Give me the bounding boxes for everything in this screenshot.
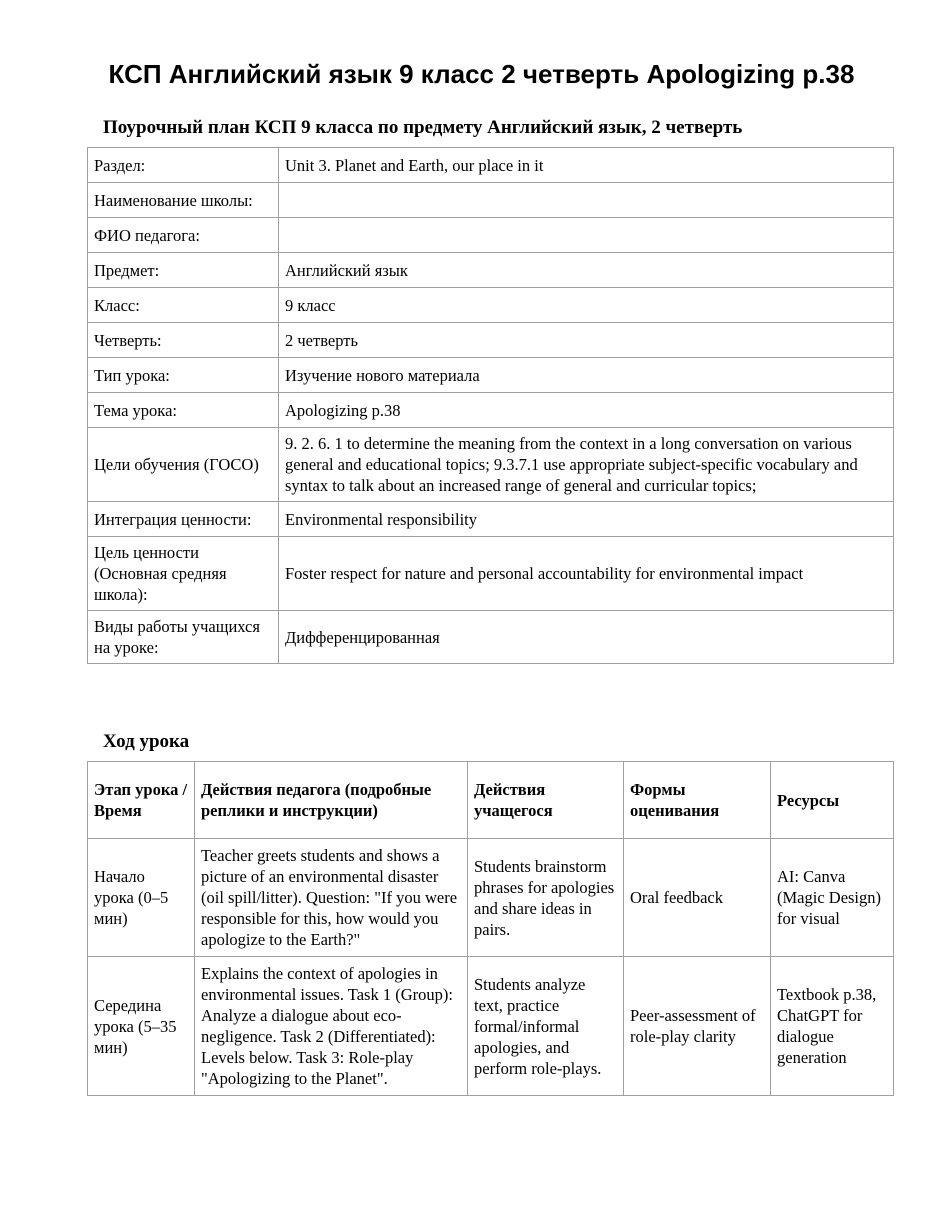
table-row [88,323,894,358]
document-title: КСП Английский язык 9 класс 2 четверть Apologizing p.38 [108,59,855,89]
table-header-row [88,762,894,839]
row-label-lesson-type: Тип урока: [88,358,279,393]
cell-resources: Textbook p.38, ChatGPT for dialogue generation [771,957,894,1096]
row-label-quarter: Четверть: [88,323,279,358]
table-row [88,218,894,253]
cell-student-actions: Students analyze text, practice formal/informal apologies, and perform role-plays. [468,957,624,1096]
row-value-section: Unit 3. Planet and Earth, our place in it [279,148,894,183]
row-value-lesson-topic: Apologizing p.38 [279,393,894,428]
row-label-school: Наименование школы: [88,183,279,218]
column-header-teacher-actions: Действия педагога (подробные реплики и инструкции) [195,762,468,839]
row-value-school [279,183,894,218]
row-value-subject: Английский язык [279,253,894,288]
cell-teacher-actions: Explains the context of apologies in environmental issues. Task 1 (Group): Analyze a dialogue about eco-negligence. Task 2 (Differentiated): Levels below. Task 3: Role-play "Apologizing to the Planet". [195,957,468,1096]
lesson-progress-heading: Ход урока [103,731,190,752]
cell-stage: Начало урока (0–5 мин) [88,839,195,957]
table-row [88,253,894,288]
row-label-section: Раздел: [88,148,279,183]
cell-resources: AI: Canva (Magic Design) for visual [771,839,894,957]
column-header-stage: Этап урока / Время [88,762,195,839]
lesson-progress-table [87,761,894,1096]
table-row [88,502,894,537]
table-row [88,288,894,323]
row-value-quarter: 2 четверть [279,323,894,358]
row-value-teacher [279,218,894,253]
row-value-value-goal: Foster respect for nature and personal accountability for environmental impact [279,537,894,611]
row-value-lesson-type: Изучение нового материала [279,358,894,393]
row-label-teacher: ФИО педагога: [88,218,279,253]
column-header-resources: Ресурсы [771,762,894,839]
row-label-work-types: Виды работы учащихся на уроке: [88,611,279,664]
row-label-lesson-topic: Тема урока: [88,393,279,428]
column-header-assessment: Формы оценивания [624,762,771,839]
table-row [88,148,894,183]
lesson-plan-subtitle: Поурочный план КСП 9 класса по предмету Английский язык, 2 четверть [103,117,743,138]
table-row [88,358,894,393]
row-label-value-integration: Интеграция ценности: [88,502,279,537]
column-header-student-actions: Действия учащегося [468,762,624,839]
cell-assessment: Peer-assessment of role-play clarity [624,957,771,1096]
row-label-grade: Класс: [88,288,279,323]
row-value-work-types: Дифференцированная [279,611,894,664]
cell-stage: Середина урока (5–35 мин) [88,957,195,1096]
table-row [88,183,894,218]
row-value-learning-objectives: 9. 2. 6. 1 to determine the meaning from the context in a long conversation on various general and educational topics; 9.3.7.1 use appropriate subject-specific vocabulary and syntax to talk about an increased range of general and curricular topics; [279,428,894,502]
row-value-value-integration: Environmental responsibility [279,502,894,537]
table-row [88,839,894,957]
table-row [88,428,894,502]
cell-student-actions: Students brainstorm phrases for apologies and share ideas in pairs. [468,839,624,957]
row-label-learning-objectives: Цели обучения (ГОСО) [88,428,279,502]
row-label-value-goal: Цель ценности (Основная средняя школа): [88,537,279,611]
table-row [88,393,894,428]
row-label-subject: Предмет: [88,253,279,288]
lesson-info-table [87,147,894,664]
cell-teacher-actions: Teacher greets students and shows a picture of an environmental disaster (oil spill/litter). Question: "If you were responsible for this, how would you apologize to the Earth?" [195,839,468,957]
table-row [88,537,894,611]
cell-assessment: Oral feedback [624,839,771,957]
table-row [88,957,894,1096]
row-value-grade: 9 класс [279,288,894,323]
table-row [88,611,894,664]
